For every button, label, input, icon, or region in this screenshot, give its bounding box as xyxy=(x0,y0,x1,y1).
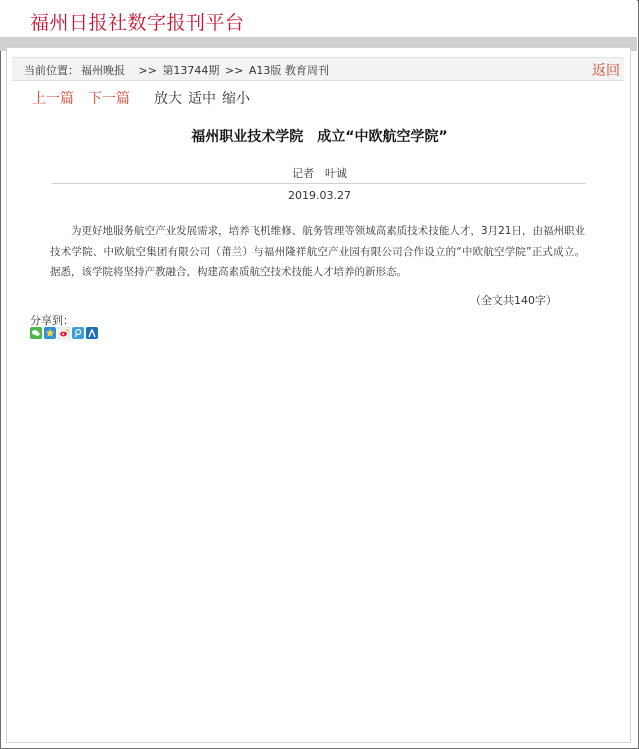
title-divider xyxy=(52,183,586,184)
wechat-icon[interactable] xyxy=(30,327,42,339)
content-panel xyxy=(6,47,631,743)
zoom-out-link[interactable]: 缩小 xyxy=(222,91,250,107)
article-title: 福州职业技术学院 成立“中欧航空学院” xyxy=(191,129,448,145)
site-title: 福州日报社数字报刊平台 xyxy=(30,12,245,34)
breadcrumb-paper[interactable]: 福州晚报 xyxy=(81,64,125,77)
renren-icon[interactable] xyxy=(86,327,98,339)
next-article-link[interactable]: 下一篇 xyxy=(88,91,130,107)
fit-link[interactable]: 适中 xyxy=(188,91,216,107)
share-label: 分享到： xyxy=(30,314,74,327)
breadcrumb-separator: >> xyxy=(138,64,157,77)
site-header xyxy=(0,0,637,37)
breadcrumb-separator: >> xyxy=(224,64,244,77)
tencent-weibo-icon[interactable] xyxy=(72,327,84,339)
breadcrumb-issue[interactable]: 第13744期 xyxy=(162,64,220,77)
prev-article-link[interactable]: 上一篇 xyxy=(32,91,74,107)
weibo-icon[interactable] xyxy=(58,327,70,339)
word-count: （全文共140字） xyxy=(470,294,557,307)
breadcrumb-page[interactable]: A13版 教育周刊 xyxy=(248,64,329,77)
article-date: 2019.03.27 xyxy=(288,189,351,202)
article-body: 为更好地服务航空产业发展需求，培养飞机维修、航务管理等领域高素质技术技能人才，3月21日，由福州职业技术学院、中欧航空集团有限公司（莆兰）与福州隆祥航空产业园有限公司合作设立的“中欧航空学院”正式成立。据悉，该学院将坚持产教融合，构建高素质航空技术技能人才培养的新形态。 xyxy=(50,225,585,278)
share-icons xyxy=(30,327,98,339)
breadcrumb-prefix: 当前位置： xyxy=(24,64,79,77)
qzone-icon[interactable] xyxy=(44,327,56,339)
article-author: 记者 叶诚 xyxy=(292,167,347,180)
breadcrumb xyxy=(24,62,331,78)
back-link[interactable]: 返回 xyxy=(592,63,620,79)
zoom-in-link[interactable]: 放大 xyxy=(154,91,182,107)
article-nav xyxy=(32,88,256,108)
